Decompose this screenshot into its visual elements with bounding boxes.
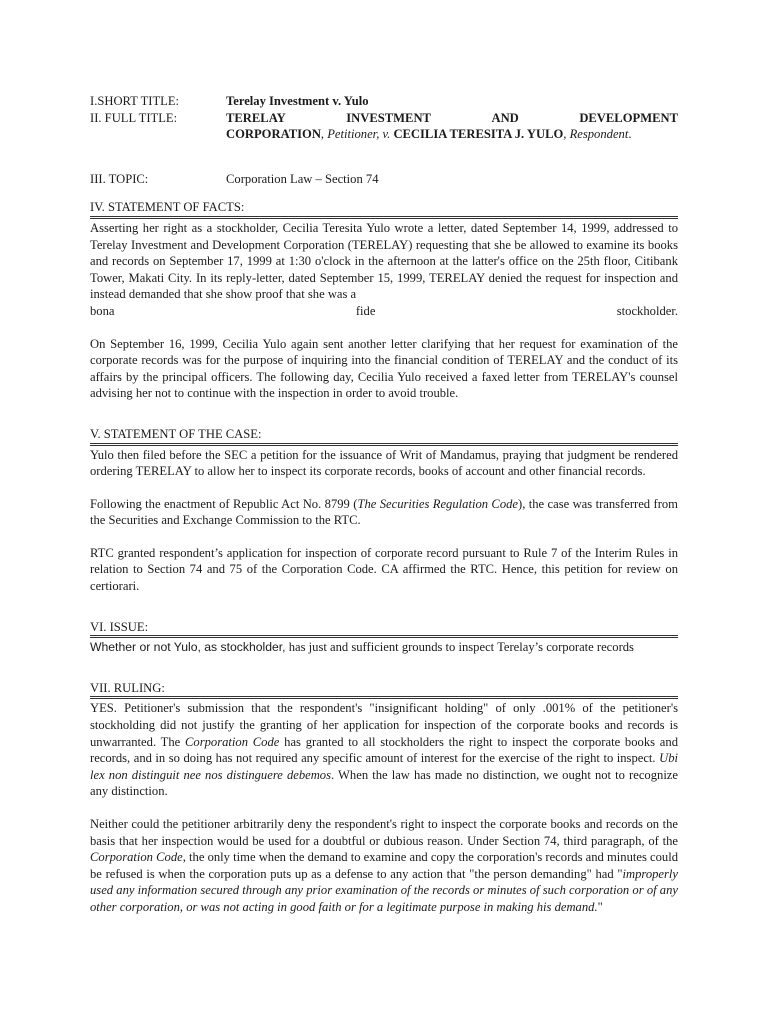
full-title-sep: ,	[563, 127, 570, 142]
petitioner-label: Petitioner	[327, 127, 377, 142]
facts-word: stockholder.	[616, 303, 678, 318]
full-title-word: DEVELOPMENT	[579, 110, 678, 125]
latin-maxim: Ubi lex non distinguit nee nos distinguere debemos	[90, 751, 678, 782]
ruling-text: . When the law has made no distinction, we ought not to recognize any distinction.	[90, 767, 678, 799]
case-digest	[90, 93, 678, 916]
issue-text	[90, 639, 678, 656]
case-paragraph-2	[90, 496, 678, 529]
facts-word: bona	[90, 303, 115, 318]
facts-heading: IV. STATEMENT OF FACTS:	[90, 200, 245, 215]
full-title-row	[90, 110, 678, 143]
section-divider	[90, 696, 678, 699]
section-divider	[90, 216, 678, 219]
ruling-text: has granted to all stockholders the right to inspect the corporate books and records, and in so doing has not required any specific amount of interest for the exercise of the right to inspect.	[90, 734, 678, 766]
full-title-sep: ,	[320, 127, 328, 142]
short-title: Terelay Investment v. Yulo	[226, 94, 369, 108]
act-name: The Securities Regulation Code	[357, 496, 519, 511]
facts-word: fide	[355, 303, 376, 318]
full-title-word: TERELAY	[226, 110, 286, 125]
ruling-paragraph-2	[90, 816, 678, 916]
section-divider	[90, 635, 678, 638]
full-title	[226, 110, 678, 143]
ruling-heading: VII. RULING:	[90, 680, 165, 695]
facts-paragraph-1: Asserting her right as a stockholder, Cecilia Teresita Yulo wrote a letter, dated September 14, 1999, addressed to Terelay Investment and Development Corporation (TERELAY) requesting that she be allowed to examine its books and records on September 17, 1999 at 1:30 o'clock in the afternoon at the latter's office on the 25th floor, Citibank Tower, Makati City. In its reply-letter, dated September 15, 1999, TERELAY denied the request for inspection and instead demanded that she show proof that she was a	[90, 220, 678, 302]
full-title-word: AND	[491, 110, 519, 125]
topic-label: III. TOPIC:	[90, 171, 149, 186]
facts-paragraph-2: On September 16, 1999, Cecilia Yulo again sent another letter clarifying that her request for examination of the corporate records was for the purpose of inquiring into the financial condition of TERELAY and the conduct of its affairs by the principal officers. The following day, Cecilia Yulo received a faxed letter from TERELAY's counsel advising her not to continue with the inspection in order to avoid trouble.	[90, 336, 678, 401]
issue-rest: has just and sufficient grounds to inspect Terelay’s corporate records	[285, 640, 634, 655]
issue-lead: Whether or not Yulo, as stockholder,	[90, 640, 286, 655]
case-heading: V. STATEMENT OF THE CASE:	[90, 426, 262, 441]
section-divider	[90, 443, 678, 446]
facts-paragraph-1-last-line	[90, 303, 678, 320]
full-title-label: II. FULL TITLE:	[90, 110, 178, 125]
versus: , v.	[376, 127, 394, 142]
code-name: Corporation Code	[185, 734, 280, 749]
case-paragraph-1: Yulo then filed before the SEC a petition for the issuance of Writ of Mandamus, praying that judgment be rendered ordering TERELAY to allow her to inspect its corporate records, books of account and other financial records.	[90, 447, 678, 479]
full-title-line2	[226, 126, 678, 143]
topic-row	[90, 171, 678, 188]
ruling-text: , the only time when the demand to examine and copy the corporation's records and minutes could be refused is when the corporation puts up as a defense to any action that "the person demanding" had "	[90, 850, 678, 881]
ruling-paragraph-1	[90, 700, 678, 800]
topic: Corporation Law – Section 74	[226, 171, 379, 186]
issue-heading: VI. ISSUE:	[90, 619, 149, 634]
case-p2-text: Following the enactment of Republic Act No. 8799 (	[90, 496, 358, 511]
ruling-text: YES. Petitioner's submission that the respondent's "insignificant holding" of only .001% of the petitioner's stockholding did not justify the granting of her application for inspection of the corporate books and records is unwarranted. The	[90, 701, 678, 749]
respondent-name: CECILIA TERESITA J. YULO	[393, 127, 564, 142]
full-title-word: INVESTMENT	[346, 110, 431, 125]
quoted-provision: improperly used any information secured through any prior examination of the records or minutes of such corporation or of any other corporation, or was not acting in good faith or for a legitimate purpose in making his demand.	[90, 866, 678, 914]
short-title-row	[90, 93, 678, 110]
full-title-corp: CORPORATION	[226, 127, 321, 142]
ruling-text: Neither could the petitioner arbitrarily deny the respondent's right to inspect the corporate books and records on the basis that her inspection would be used for a doubtful or dubious reason. Under Section 74, third paragraph, of the	[90, 817, 678, 848]
case-p2-text: ), the case was transferred from the Securities and Exchange Commission to the RTC.	[90, 496, 678, 528]
case-paragraph-3: RTC granted respondent’s application for inspection of corporate record pursuant to Rule 7 of the Interim Rules in relation to Section 74 and 75 of the Corporation Code. CA affirmed the RTC. Hence, this petition for review on certiorari.	[90, 545, 678, 594]
full-title-end: .	[628, 127, 632, 142]
respondent-label: Respondent	[569, 127, 629, 142]
ruling-text: "	[597, 899, 603, 914]
full-title-line1	[226, 110, 678, 127]
short-title-label: I.SHORT TITLE:	[90, 94, 180, 108]
code-name: Corporation Code	[90, 850, 183, 865]
